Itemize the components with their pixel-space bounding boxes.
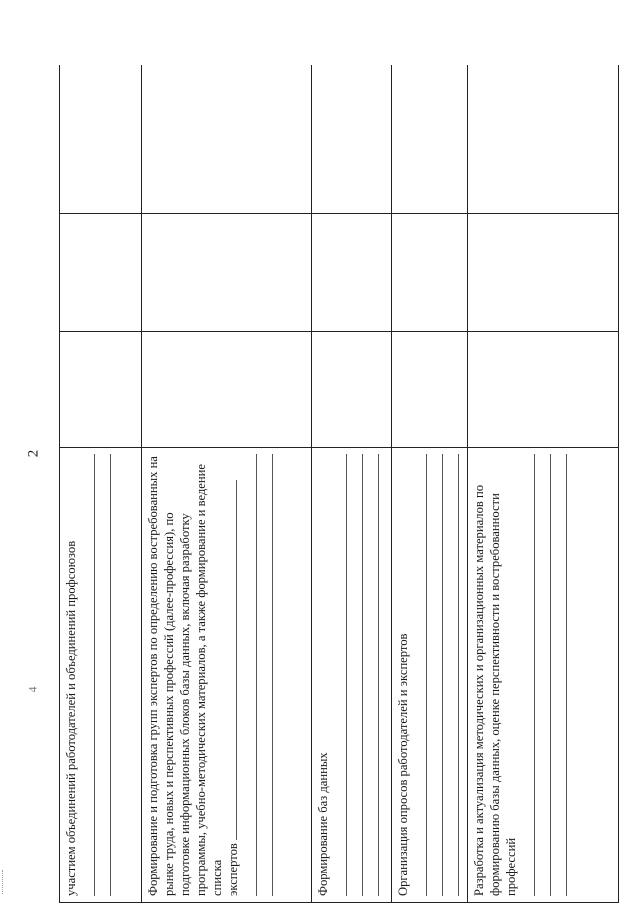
table-row (60, 65, 142, 903)
fill-line (427, 454, 443, 896)
fill-line (411, 454, 427, 896)
empty-cell (392, 332, 468, 448)
activity-cell (142, 448, 312, 903)
fill-line (79, 454, 95, 896)
fill-line (519, 454, 535, 896)
fill-line (95, 454, 111, 896)
empty-cell (392, 65, 468, 214)
empty-cell (312, 332, 392, 448)
empty-cell (142, 65, 312, 214)
empty-cell (468, 65, 619, 214)
empty-cell (142, 214, 312, 332)
table-row (312, 65, 392, 903)
empty-cell (142, 332, 312, 448)
table-container (59, 65, 619, 903)
fill-line (363, 454, 379, 896)
page-number: 2 (25, 449, 42, 458)
activity-text: Разработка и актуализация методических и организационных материалов по формированию базы данных, оценке перспективности и востребованности профессий (472, 484, 518, 896)
fill-line (535, 454, 551, 896)
table-row (142, 65, 312, 903)
empty-cell (60, 214, 142, 332)
fill-line (443, 454, 459, 896)
activity-cell (312, 448, 392, 903)
fill-lines (519, 448, 567, 902)
empty-cell (392, 214, 468, 332)
activity-cell (392, 448, 468, 903)
activities-table (59, 65, 619, 903)
empty-cell (312, 65, 392, 214)
fill-line (257, 454, 273, 896)
activity-tail-line (225, 448, 241, 902)
table-row (468, 65, 619, 903)
rotated-page-frame (59, 65, 619, 903)
fill-line (241, 454, 257, 896)
activity-text: участием объединений работодателей и объединений профсоюзов (64, 540, 78, 896)
table-row (392, 65, 468, 903)
fill-line (331, 454, 347, 896)
fill-line (347, 454, 363, 896)
fill-line (551, 454, 567, 896)
fill-line (236, 480, 237, 840)
empty-cell (60, 332, 142, 448)
empty-cell (60, 65, 142, 214)
empty-cell (468, 332, 619, 448)
fill-lines (241, 448, 273, 902)
empty-cell (468, 214, 619, 332)
activity-text: Организация опросов работодателей и экспертов (396, 633, 410, 896)
activity-tail-text: экспертов (226, 843, 240, 896)
scan-edge-marks (2, 870, 5, 894)
empty-cell (312, 214, 392, 332)
fill-lines (331, 448, 379, 902)
activity-text: Формирование баз данных (316, 752, 330, 896)
activity-cell (468, 448, 619, 903)
handwritten-mark: 4 (25, 686, 40, 693)
activity-text: Формирование и подготовка групп экспертов по определению востребованных на рынке труда, новых и перспективных профессий (далее-профессия), по подготовке информационных блоков базы данных, включая разработку программы, учебно-методических материалов, а также формирование и ведение списка (146, 456, 224, 896)
activity-cell (60, 448, 142, 903)
fill-lines (79, 448, 111, 902)
fill-lines (411, 448, 459, 902)
